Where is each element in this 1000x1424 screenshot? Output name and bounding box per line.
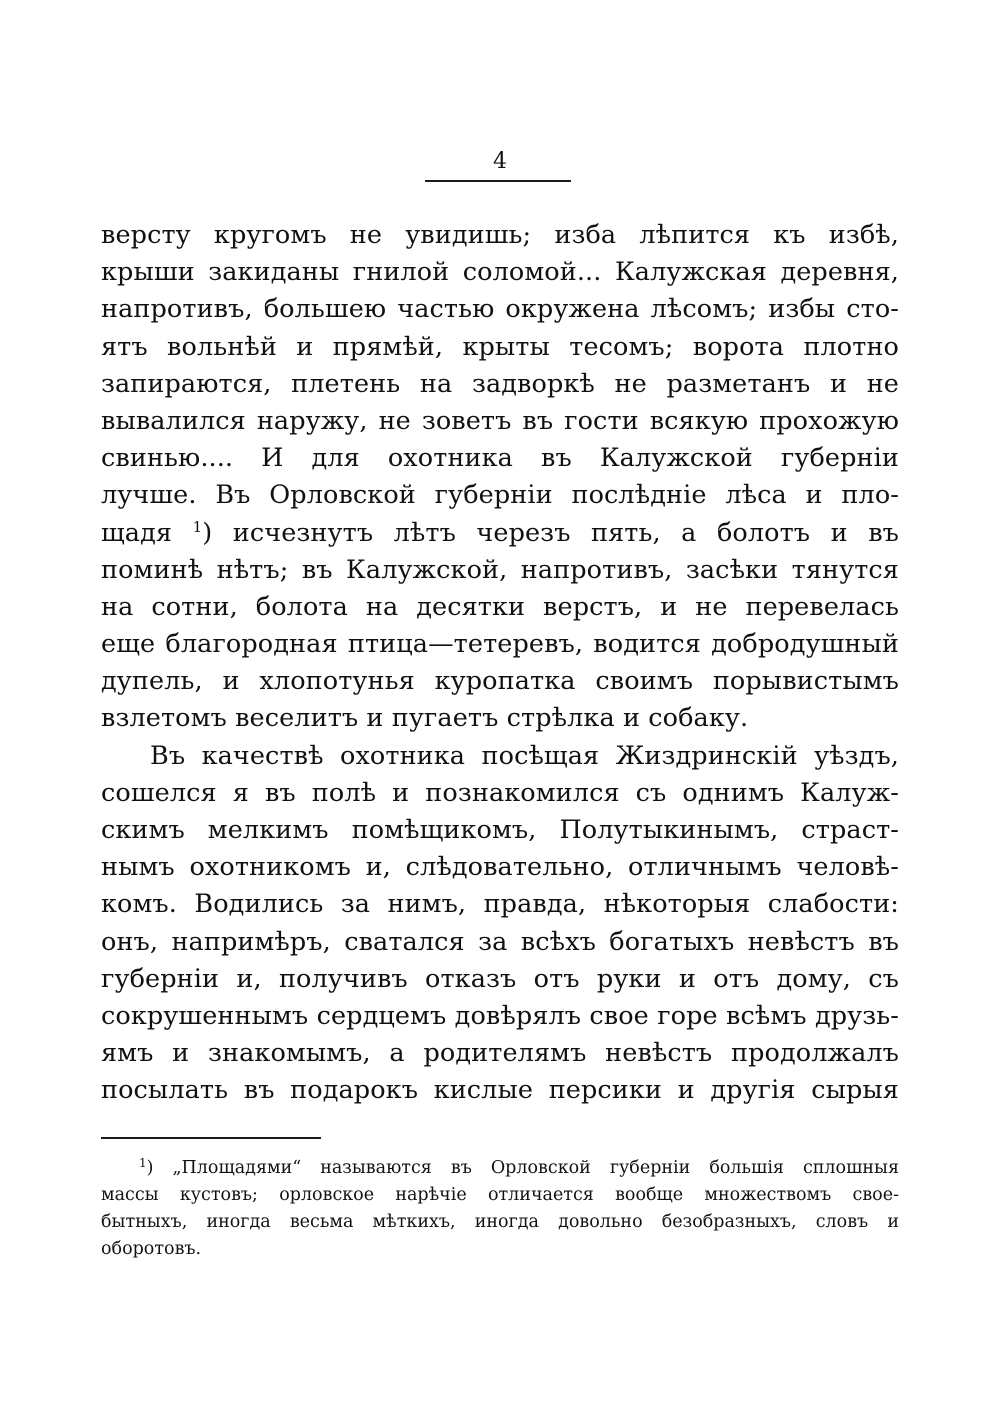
footnote-line: бытныхъ, иногда весьма мѣткихъ, иногда довольно безобразныхъ, словъ и [101,1212,899,1232]
text-line: лучше. Въ Орловской губерніи послѣдніе лѣса и пло- [101,480,899,511]
text-line: напротивъ, большею частью окружена лѣсомъ; избы сто- [101,294,899,325]
footnote-reference: 1 [192,517,203,536]
text-line: сошелся я въ полѣ и познакомился съ однимъ Калуж- [101,777,899,808]
text-line: комъ. Водились за нимъ, правда, нѣкоторыя слабости: [101,889,899,920]
page-number: 4 [493,149,507,174]
footnote-line: оборотовъ. [101,1239,202,1259]
footnote [101,1155,899,1263]
text-line: ятъ вольнѣй и прямѣй, крыты тесомъ; ворота плотно [101,331,899,362]
paragraph-first-line: Въ качествѣ охотника посѣщая Жиздринскій уѣздъ, [150,740,899,771]
text-line: еще благородная птица—тетеревъ, водится добродушный [101,629,899,660]
footnote-line: массы кустовъ; орловское нарѣчіе отличается вообще множествомъ свое- [101,1185,899,1205]
text-line: скимъ мелкимъ помѣщикомъ, Полутыкинымъ, страст- [101,815,899,845]
text-line: дупель, и хлопотунья куропатка своимъ порывистымъ [101,666,899,697]
text-line: ямъ и знакомымъ, а родителямъ невѣстъ продолжалъ [101,1038,899,1069]
text-fragment: щадя [101,517,173,548]
text-line: на сотни, болота на десятки верстъ, и не перевелась [101,591,899,622]
text-line: губерніи и, получивъ отказъ отъ руки и отъ дому, съ [101,963,899,994]
text-line: крыши закиданы гнилой соломой... Калужская деревня, [101,257,899,288]
text-line: онъ, напримѣръ, сватался за всѣхъ богатыхъ невѣстъ въ [101,926,899,957]
text-line: сокрушеннымъ сердцемъ довѣрялъ свое горе всѣмъ друзь- [101,1000,899,1031]
text-fragment: ) исчезнутъ лѣтъ черезъ пять, а болотъ и въ [202,517,899,548]
text-line: поминѣ нѣтъ; въ Калужской, напротивъ, засѣки тянутся [101,554,899,585]
text-line: посылать въ подарокъ кислые персики и другія сырыя [101,1075,899,1106]
text-line-with-footnote-ref [101,515,899,552]
text-line: вывалился наружу, не зоветъ въ гости всякую прохожую [101,405,899,436]
text-line: свинью.... И для охотника въ Калужской губерніи [101,443,899,474]
footnote-marker: 1 [139,1156,147,1170]
text-line: нымъ охотникомъ и, слѣдовательно, отличнымъ человѣ- [101,852,899,883]
footnote-text: ) „Площадями“ называются въ Орловской губерніи большія сплошныя [146,1158,899,1178]
text-line: версту кругомъ не увидишь; изба лѣпится къ избѣ, [101,220,899,250]
text-line: запираются, плетень на задворкѣ не разметанъ и не [101,368,899,399]
page-number-rule [425,180,571,182]
text-line: взлетомъ веселитъ и пугаетъ стрѣлка и собаку. [101,703,749,734]
footnote-line [101,1155,899,1182]
body-text [101,217,899,1110]
footnote-separator [101,1137,321,1139]
